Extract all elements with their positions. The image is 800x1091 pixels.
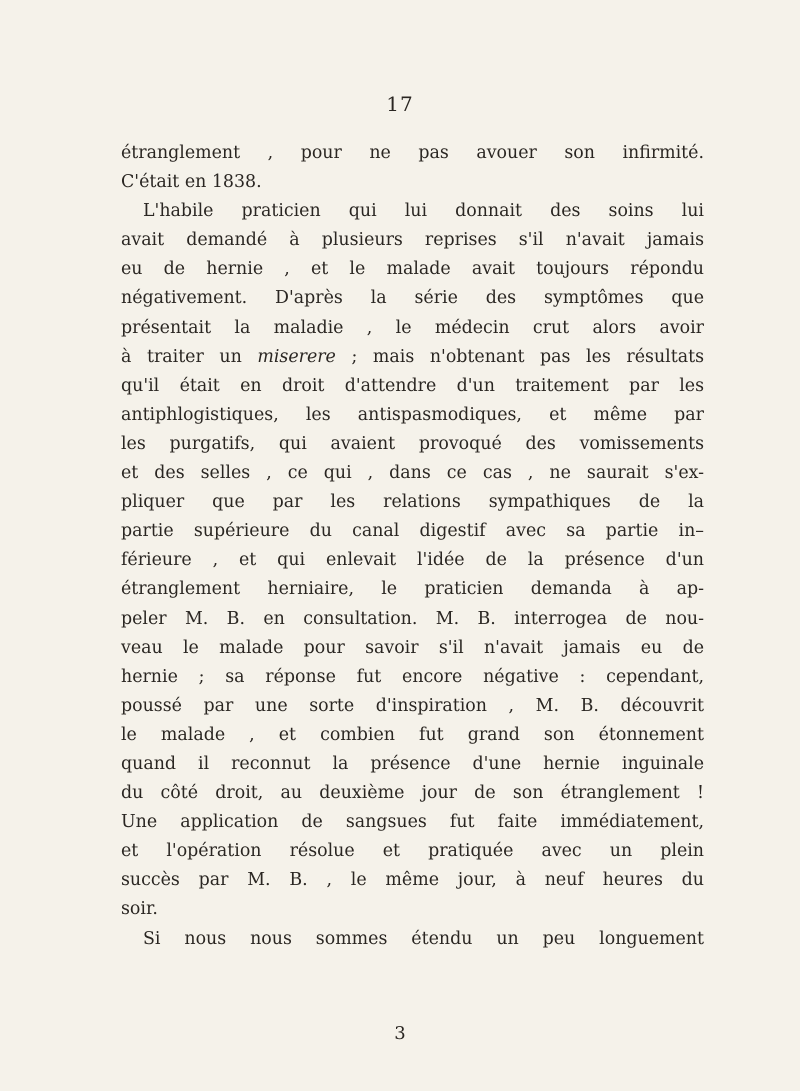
text-line: C'était en 1838. — [121, 172, 262, 193]
text-line: peler M. B. en consultation. M. B. interrogea de nou- — [121, 608, 704, 629]
text-line: négativement. D'après la série des symptômes que — [121, 288, 704, 309]
text-line: Une application de sangsues fut faite immédiatement, — [121, 812, 704, 833]
text-line: avait demandé à plusieurs reprises s'il n'avait jamais — [121, 230, 704, 251]
body-text — [121, 139, 704, 954]
text-line: du côté droit, au deuxième jour de son étranglement ! — [121, 783, 704, 804]
text-segment: à traiter un — [121, 346, 258, 367]
text-line: quand il reconnut la présence d'une hernie inguinale — [121, 753, 704, 774]
text-line: présentait la maladie , le médecin crut alors avoir — [121, 317, 704, 338]
text-line: étranglement , pour ne pas avouer son infirmité. — [121, 143, 704, 163]
text-line: succès par M. B. , le même jour, à neuf heures du — [121, 870, 704, 891]
page-number: 17 — [386, 92, 414, 116]
text-line: les purgatifs, qui avaient provoqué des vomissements — [121, 433, 704, 454]
text-line: hernie ; sa réponse fut encore négative : cependant, — [121, 666, 704, 687]
text-line: et des selles , ce qui , dans ce cas , ne saurait s'ex- — [121, 463, 704, 484]
text-line: antiphlogistiques, les antispasmodiques, et même par — [121, 404, 704, 425]
text-line: le malade , et combien fut grand son étonnement — [121, 724, 704, 745]
text-line: Si nous nous sommes étendu un peu longuement — [143, 928, 704, 949]
text-line: veau le malade pour savoir s'il n'avait jamais eu de — [121, 637, 704, 658]
text-line: étranglement herniaire, le praticien demanda à ap- — [121, 579, 704, 600]
text-line: pliquer que par les relations sympathiques de la — [121, 492, 704, 513]
text-line: L'habile praticien qui lui donnait des soins lui — [143, 201, 704, 222]
text-line: eu de hernie , et le malade avait toujours répondu — [121, 259, 704, 280]
text-line: soir. — [121, 899, 158, 920]
text-line: qu'il était en droit d'attendre d'un traitement par les — [121, 375, 704, 396]
italic-word: miserere — [257, 346, 336, 367]
text-line: et l'opération résolue et pratiquée avec un plein — [121, 841, 704, 862]
text-line: poussé par une sorte d'inspiration , M. B. découvrit — [121, 695, 704, 716]
text-line: partie supérieure du canal digestif avec sa partie in– — [121, 521, 704, 542]
text-segment: ; mais n'obtenant pas les résultats — [335, 346, 704, 367]
text-line: férieure , et qui enlevait l'idée de la présence d'un — [121, 550, 704, 571]
text-line-with-italic — [121, 343, 704, 372]
signature-mark: 3 — [394, 1023, 406, 1044]
